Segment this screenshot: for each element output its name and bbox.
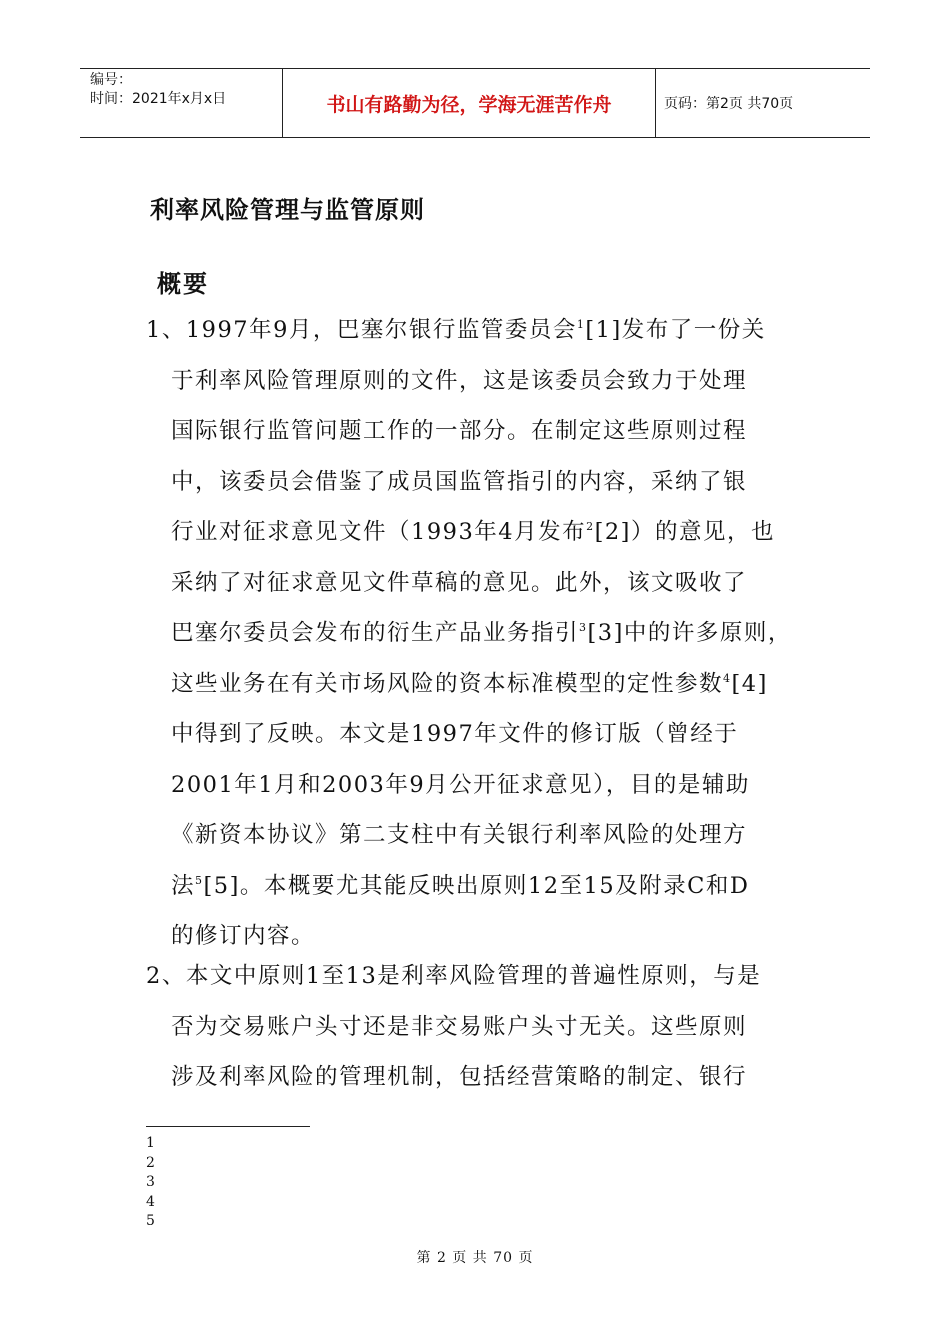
header-meta	[80, 69, 282, 137]
document-title: 利率风险管理与监管原则	[150, 196, 425, 224]
text-run: [2]）的意见，也	[594, 519, 775, 545]
paragraph-line: 中，该委员会借鉴了成员国监管指引的内容，采纳了银	[171, 468, 748, 495]
text-run: [5]。本概要尤其能反映出原则12至15及附录C和D	[203, 872, 750, 899]
footnote-ref: 2	[586, 520, 595, 533]
text-run: 这些业务在有关市场风险的资本标准模型的定性参数	[171, 670, 724, 697]
footnote-number: 2	[146, 1154, 155, 1171]
footnote-number: 3	[146, 1174, 155, 1190]
text-run: 行业对征求意见文件（1993年4月发布	[171, 519, 587, 545]
page-footer: 第 2 页 共 70 页	[416, 1250, 534, 1266]
text-run: [3]中的许多原则，	[587, 620, 792, 646]
paragraph-line: 国际银行监管问题工作的一部分。在制定这些原则过程	[171, 418, 748, 444]
paragraph-line: 中得到了反映。本文是1997年文件的修订版（曾经于	[171, 721, 739, 747]
header-page-info: 页码：第2页 共70页	[664, 96, 794, 112]
document-time: 时间：2021年x月x日	[90, 91, 227, 107]
paragraph-line: 涉及利率风险的管理机制，包括经营策略的制定、银行	[171, 1064, 748, 1090]
footnote-separator	[146, 1126, 310, 1127]
paragraph-line: 《新资本协议》第二支柱中有关银行利率风险的处理方	[171, 822, 748, 848]
footnote-ref: 5	[195, 873, 204, 887]
header-motto: 书山有路勤为径，学海无涯苦作舟	[282, 69, 656, 137]
paragraph-line: 采纳了对征求意见文件草稿的意见。此外，该文吸收了	[171, 569, 748, 596]
footnote-number: 4	[146, 1193, 155, 1210]
text-run: 1、1997年9月，巴塞尔银行监管委员会	[146, 317, 577, 343]
paragraph-1	[146, 305, 826, 962]
paragraph-line: 2、本文中原则1至13是利率风险管理的普遍性原则，与是	[146, 963, 762, 989]
paragraph-line	[146, 507, 826, 558]
text-run: [1]发布了一份关	[585, 317, 766, 343]
paragraph-line: 于利率风险管理原则的文件，这是该委员会致力于处理	[171, 367, 748, 394]
document-number-label: 编号：	[90, 72, 132, 88]
text-run: 法	[171, 872, 196, 899]
text-run: [4]	[731, 670, 768, 697]
paragraph-2	[146, 951, 826, 1103]
footnote-number: 1	[146, 1135, 155, 1151]
footnote-ref: 4	[723, 671, 732, 685]
footnote-number: 5	[146, 1213, 155, 1229]
paragraph-line	[146, 659, 826, 710]
page-header	[80, 68, 870, 138]
section-heading: 概要	[157, 270, 209, 298]
paragraph-line	[146, 305, 826, 356]
footnotes	[146, 1134, 155, 1232]
paragraph-line: 2001年1月和2003年9月公开征求意见），目的是辅助	[171, 771, 750, 798]
paragraph-line: 的修订内容。	[171, 923, 316, 949]
text-run: 巴塞尔委员会发布的衍生产品业务指引	[171, 620, 580, 646]
footnote-ref: 3	[579, 621, 588, 634]
paragraph-line	[146, 861, 826, 912]
footnote-ref: 1	[576, 318, 586, 331]
paragraph-line	[146, 608, 826, 659]
paragraph-line: 否为交易账户头寸还是非交易账户头寸无关。这些原则	[171, 1013, 748, 1040]
